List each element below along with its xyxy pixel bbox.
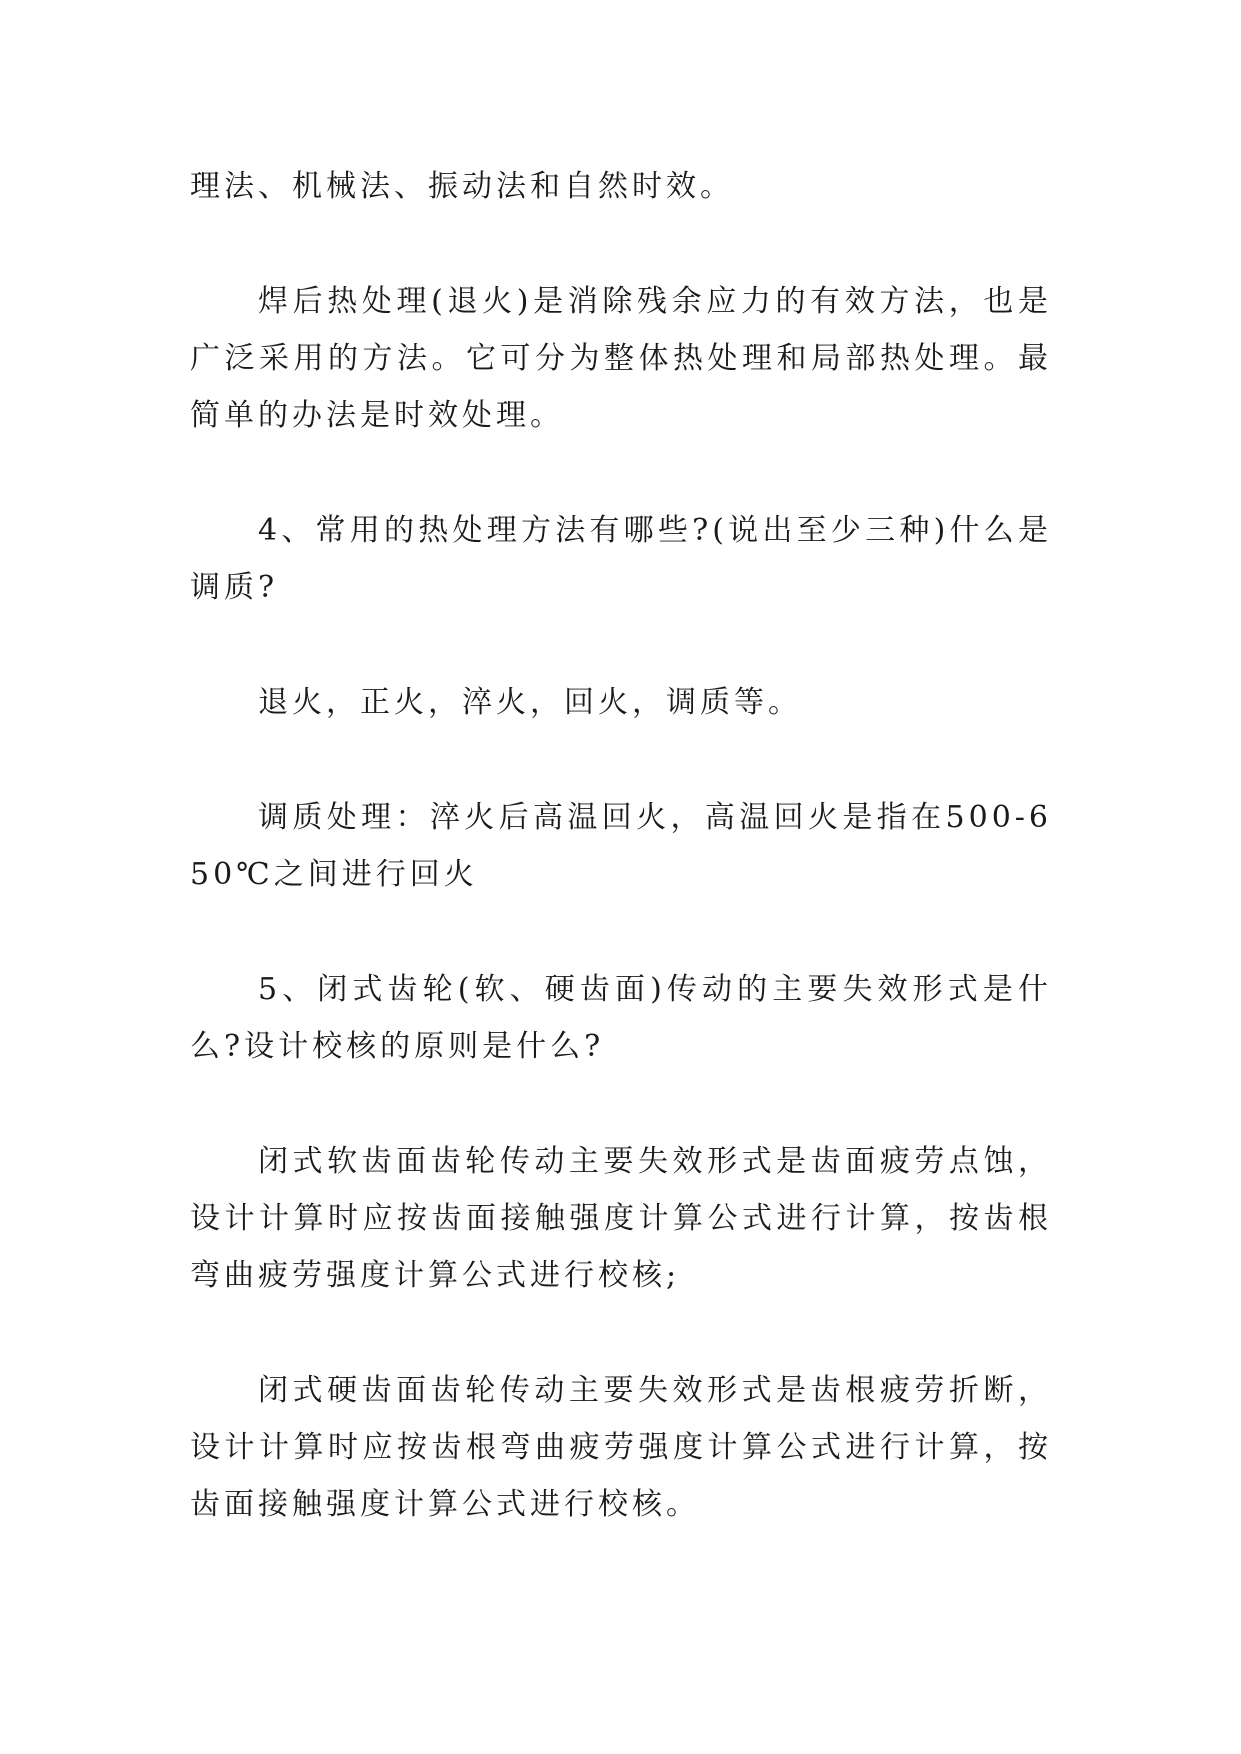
paragraph-post-weld-heat-treatment: 焊后热处理(退火)是消除残余应力的有效方法，也是广泛采用的方法。它可分为整体热处理和局部热处理。最简单的办法是时效处理。 — [190, 284, 1052, 433]
answer-4-methods: 退火，正火，淬火，回火，调质等。 — [258, 685, 802, 720]
question-5: 5、闭式齿轮(软、硬齿面)传动的主要失效形式是什么?设计校核的原则是什么? — [190, 972, 1052, 1064]
answer-4-tempering: 调质处理：淬火后高温回火，高温回火是指在500-650℃之间进行回火 — [190, 800, 1052, 892]
answer-5-soft-gear: 闭式软齿面齿轮传动主要失效形式是齿面疲劳点蚀，设计计算时应按齿面接触强度计算公式进行计算，按齿根弯曲疲劳强度计算公式进行校核; — [190, 1144, 1052, 1293]
document-body — [190, 158, 1052, 1591]
answer-5-hard-gear: 闭式硬齿面齿轮传动主要失效形式是齿根疲劳折断，设计计算时应按齿根弯曲疲劳强度计算公式进行计算，按齿面接触强度计算公式进行校核。 — [190, 1373, 1052, 1522]
question-4: 4、常用的热处理方法有哪些?(说出至少三种)什么是调质? — [190, 513, 1052, 605]
paragraph-continuation: 理法、机械法、振动法和自然时效。 — [190, 169, 734, 204]
